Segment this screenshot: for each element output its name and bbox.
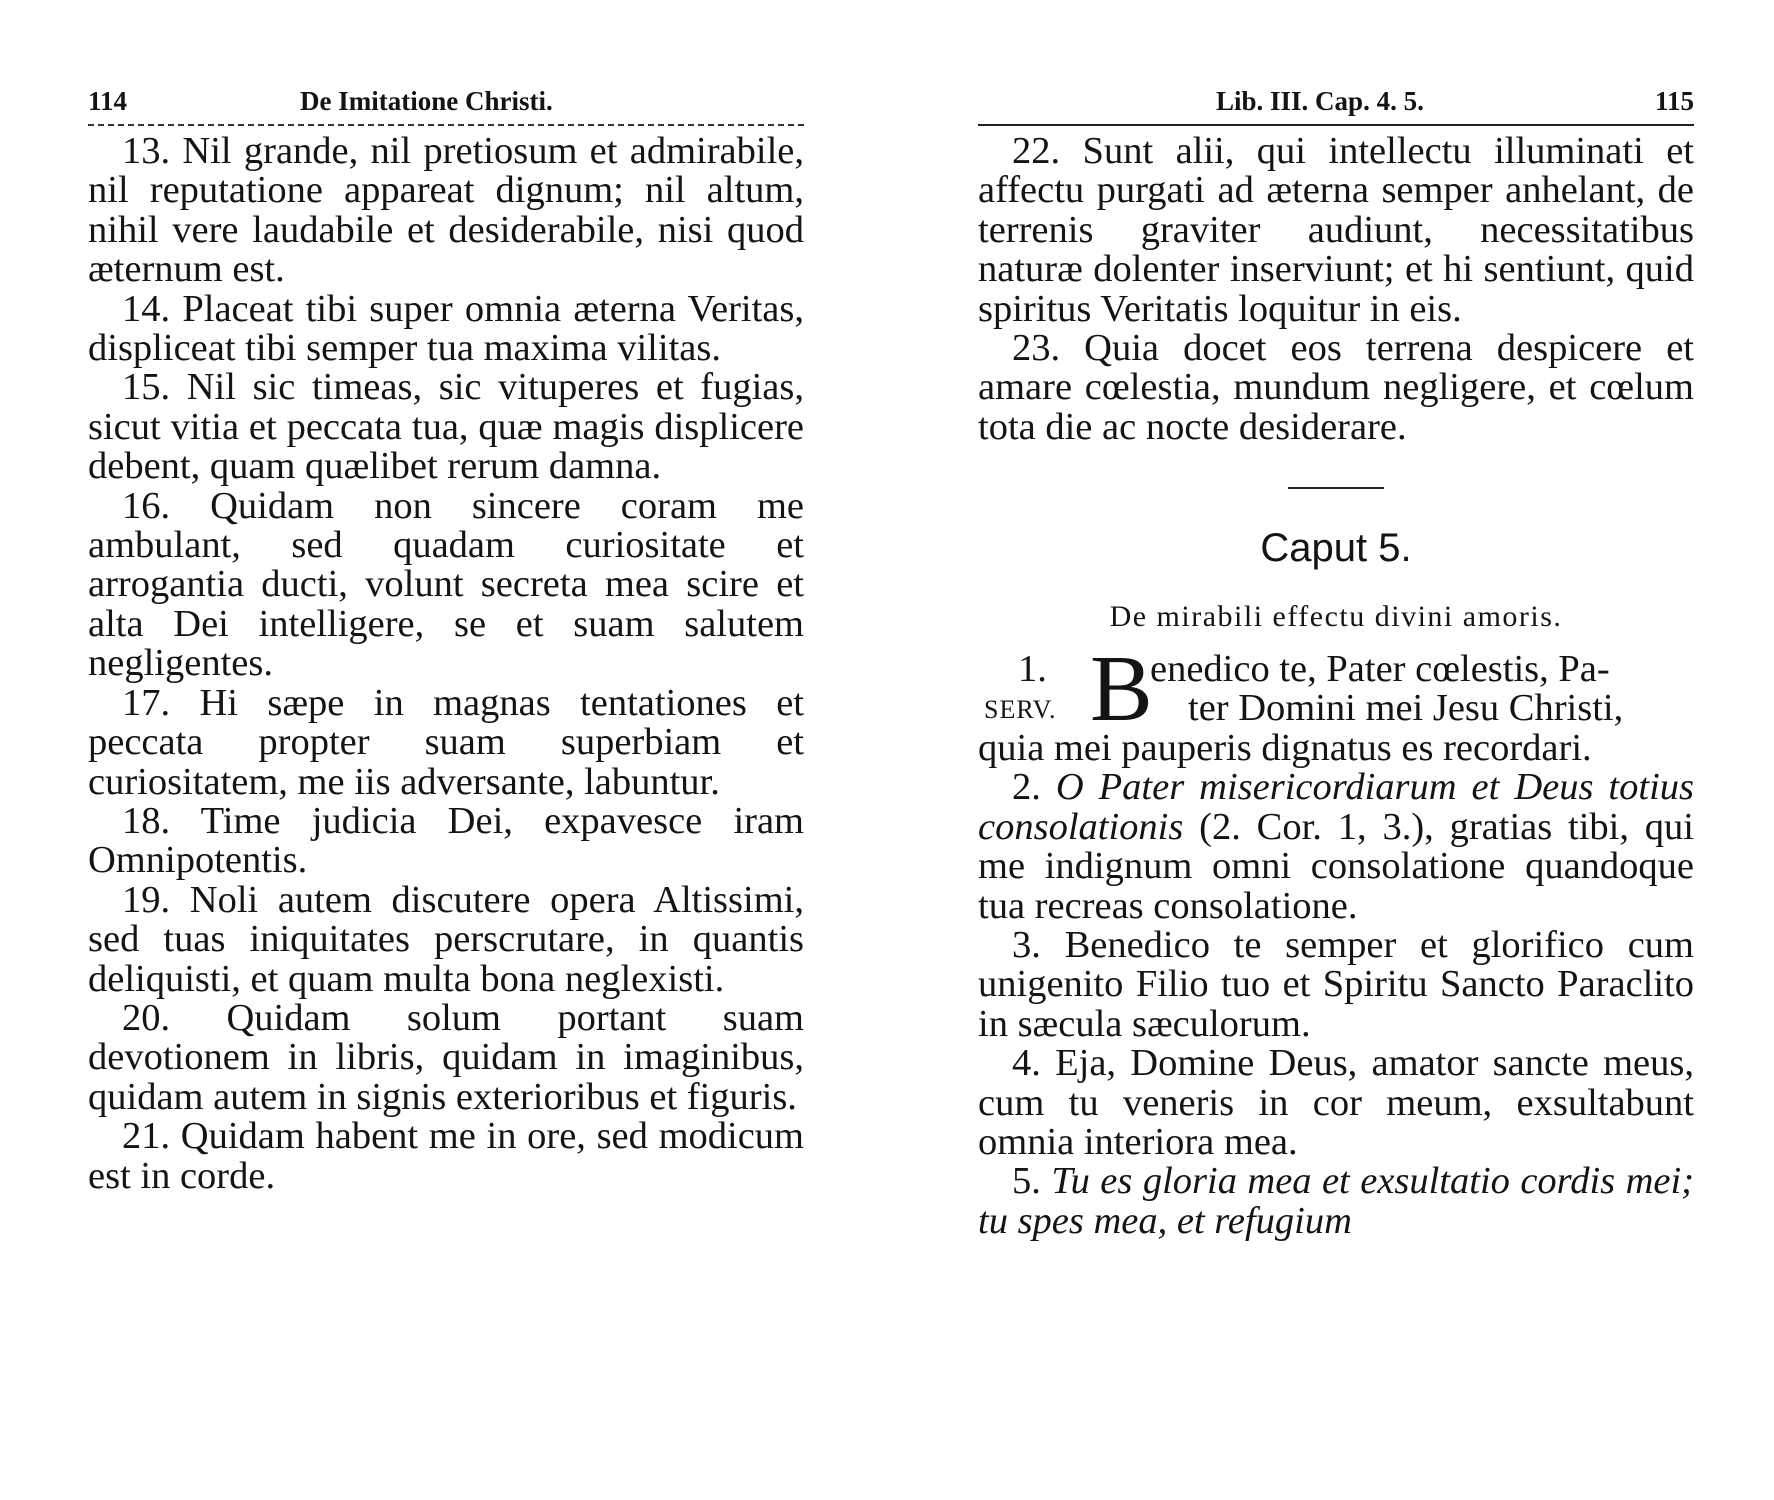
verse-1-line-1: enedico te, Pater cœlestis, Pa-: [1150, 648, 1610, 691]
paragraph-20: 20. Quidam solum portant suam devotionem in libris, quidam in imaginibus, quidam autem in signis exterioribus et figuris.: [88, 996, 804, 1118]
drop-cap: B: [1090, 637, 1153, 742]
paragraph-22: 22. Sunt alii, qui intellectu illuminati et affectu purgati ad æterna semper anhelant, de terrenis graviter audiunt, necessitatibus naturæ dolenter inserviunt; et hi sentiunt, quid spiritus Veritatis loquitur in eis.: [978, 130, 1694, 330]
verse-5: [978, 1162, 1694, 1241]
section-divider: [1288, 487, 1384, 489]
left-header-rule: [88, 124, 804, 126]
right-header-rule: [978, 124, 1694, 126]
left-page: [88, 80, 804, 1196]
right-page-header: [978, 80, 1694, 124]
paragraph-14: 14. Placeat tibi super omnia æterna Veritas, displiceat tibi semper tua maxima vilitas.: [88, 287, 804, 370]
verse-1-line-2: ter Domini mei Jesu Christi,: [1188, 687, 1624, 730]
chapter-heading: Caput 5.: [1260, 526, 1412, 571]
verse-2-rest: (2. Cor. 1, 3.), gratias tibi, qui me indignum omni consolatione quandoque tua recreas consolatione.: [978, 805, 1694, 927]
left-page-text: [88, 132, 804, 1196]
paragraph-19: 19. Noli autem discutere opera Altissimi, sed tuas iniquitates perscrutare, in quantis deliquisti, et quam multa bona neglexisti.: [88, 878, 804, 1000]
left-running-title: De Imitatione Christi.: [300, 86, 553, 116]
verse-4: 4. Eja, Domine Deus, amator sancte meus, cum tu veneris in cor meum, exsultabunt omnia interiora mea.: [978, 1042, 1694, 1163]
verse-5-italic: Tu es gloria mea et exsultatio cordis mei; tu spes mea, et refugium: [978, 1160, 1695, 1242]
verse-1: [978, 637, 1694, 769]
verse-1-rest: quia mei pauperis dignatus es recordari.: [978, 726, 1592, 769]
paragraph-21: 21. Quidam habent me in ore, sed modicum est in corde.: [88, 1115, 804, 1197]
paragraph-23: 23. Quia docet eos terrena despicere et amare cœlestia, mundum negligere, et cœlum tota die ac nocte desiderare.: [978, 327, 1694, 448]
verse-2-italic: O Pater misericordiarum et Deus totius consolationis: [978, 766, 1695, 848]
verse-5-number: 5.: [1012, 1160, 1041, 1203]
right-page-text: [978, 132, 1694, 1241]
chapter-subtitle: De mirabili effectu divini amoris.: [1109, 599, 1563, 633]
paragraph-15: 15. Nil sic timeas, sic vituperes et fugias, sicut vitia et peccata tua, quæ magis displicere debent, quam quælibet rerum damna.: [88, 366, 804, 488]
paragraph-16: 16. Quidam non sincere coram me ambulant, sed quadam curiositate et arrogantia ducti, volunt secreta mea scire et alta Dei intelligere, se et suam salutem negligentes.: [88, 484, 804, 685]
verse-2: [978, 768, 1694, 926]
verse-3: 3. Benedico te semper et glorifico cum unigenito Filio tuo et Spiritu Sancto Paraclito in sæcula sæculorum.: [978, 923, 1694, 1045]
left-page-number: 114: [88, 86, 128, 116]
paragraph-13: 13. Nil grande, nil pretiosum et admirabile, nil reputatione appareat dignum; nil altum, nihil vere laudabile et desiderabile, nisi quod æternum est.: [88, 130, 804, 291]
right-page: [978, 80, 1694, 1241]
left-page-header: [88, 80, 804, 124]
speaker-label: SERV.: [984, 695, 1057, 725]
paragraph-17: 17. Hi sæpe in magnas tentationes et peccata propter suam superbiam et curiositatem, me iis adversante, labuntur.: [88, 681, 804, 803]
right-page-number: 115: [1654, 86, 1694, 116]
verse-2-number: 2.: [1012, 766, 1041, 809]
verse-1-number: 1.: [1018, 648, 1047, 691]
paragraph-18: 18. Time judicia Dei, expavesce iram Omnipotentis.: [88, 799, 804, 882]
right-running-title: Lib. III. Cap. 4. 5.: [1216, 86, 1424, 116]
